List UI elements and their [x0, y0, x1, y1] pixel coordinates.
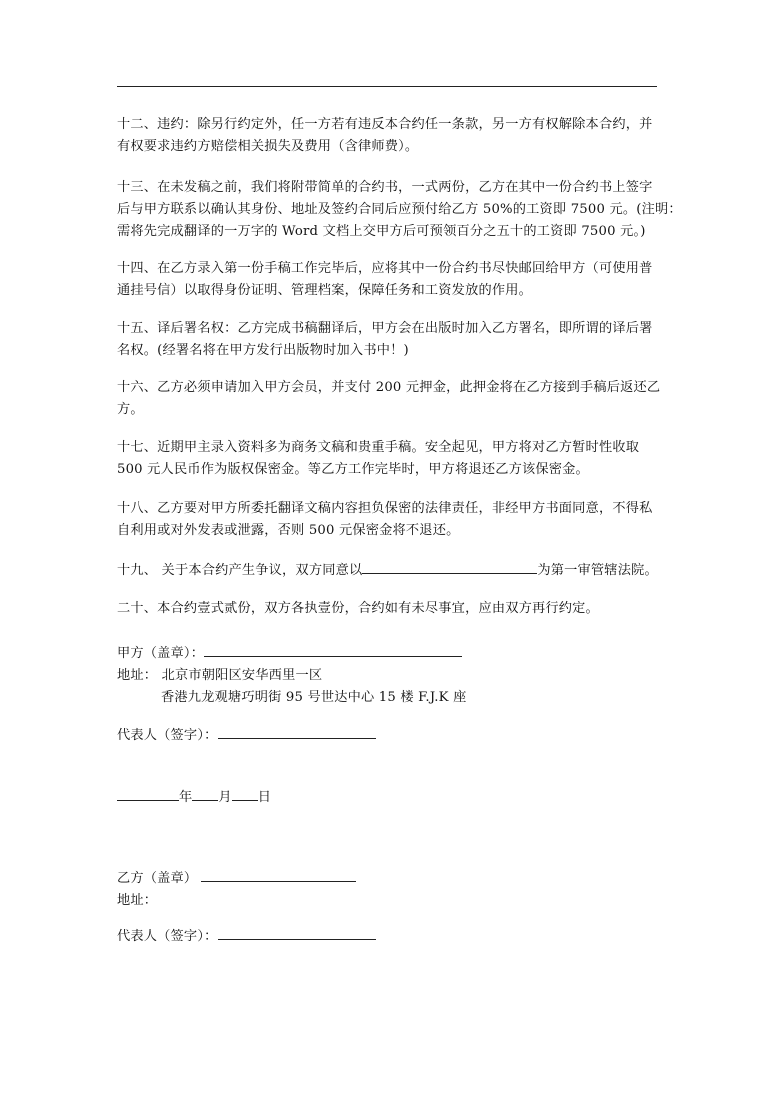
- clause-15-line-2: 名权。(经署名将在甲方发行出版物时加入书中！): [117, 343, 409, 358]
- party-a-address-line-1: 北京市朝阳区安华西里一区: [161, 668, 323, 683]
- party-a-address-line-2: 香港九龙观塘巧明街 95 号世达中心 15 楼 F.J.K 座: [161, 690, 467, 705]
- clause-17: [117, 437, 662, 481]
- clause-20: [117, 598, 662, 620]
- clause-12-line-2: 有权要求违约方赔偿相关损失及费用（含律师费）。: [117, 139, 419, 154]
- clause-19: [117, 560, 662, 582]
- party-b-rep-blank[interactable]: [218, 926, 376, 940]
- date-line: [117, 787, 662, 809]
- month-blank[interactable]: [192, 787, 218, 801]
- party-b-seal-blank[interactable]: [201, 868, 356, 882]
- clause-13-line-3: 需将先完成翻译的一万字的 Word 文档上交甲方后可预领百分之五十的工资即 7500 元。): [117, 224, 646, 239]
- party-b-rep: [117, 926, 662, 948]
- clause-16-line-2: 方。: [117, 402, 144, 417]
- court-blank[interactable]: [362, 560, 537, 574]
- header-rule: [117, 86, 657, 87]
- clause-14: [117, 258, 662, 302]
- clause-13-line-1: 十三、在未发稿之前，我们将附带简单的合约书，一式两份，乙方在其中一份合约书上签字: [117, 180, 653, 195]
- clause-18: [117, 498, 662, 542]
- clause-20-line: 二十、本合约壹式贰份，双方各执壹份，合约如有未尽事宜，应由双方再行约定。: [117, 601, 599, 616]
- clause-17-line-2: 500 元人民币作为版权保密金。等乙方工作完毕时，甲方将退还乙方该保密金。: [117, 462, 589, 477]
- month-label: 月: [218, 790, 232, 805]
- clause-18-line-2: 自利用或对外发表或泄露，否则 500 元保密金将不退还。: [117, 523, 460, 538]
- party-a-label: 甲方（盖章）：: [117, 646, 205, 661]
- clause-15-line-1: 十五、译后署名权：乙方完成书稿翻译后，甲方会在出版时加入乙方署名，即所谓的译后署: [117, 321, 653, 336]
- party-a-rep: [117, 725, 662, 747]
- day-blank[interactable]: [232, 787, 258, 801]
- party-a-rep-label: 代表人（签字）：: [117, 728, 218, 743]
- clause-13: [117, 177, 682, 243]
- clause-13-line-2: 后与甲方联系以确认其身份、地址及签约合同后应预付给乙方 50%的工资即 7500 元。(注明：: [117, 202, 682, 217]
- clause-15: [117, 318, 662, 362]
- year-blank[interactable]: [117, 787, 179, 801]
- clause-19-text: 十九、 关于本合约产生争议，双方同意以: [117, 563, 363, 578]
- clause-16-line-1: 十六、乙方必须申请加入甲方会员，并支付 200 元押金，此押金将在乙方接到手稿后返还乙: [117, 380, 661, 395]
- clause-14-line-1: 十四、在乙方录入第一份手稿工作完毕后，应将其中一份合约书尽快邮回给甲方（可使用普: [117, 261, 653, 276]
- party-a-block: [117, 643, 662, 709]
- year-label: 年: [179, 790, 193, 805]
- clause-14-line-2: 通挂号信）以取得身份证明、管理档案，保障任务和工资发放的作用。: [117, 283, 533, 298]
- party-b-rep-label: 代表人（签字）：: [117, 929, 218, 944]
- clause-12: [117, 114, 662, 158]
- party-a-seal-blank[interactable]: [204, 643, 462, 657]
- clause-18-line-1: 十八、乙方要对甲方所委托翻译文稿内容担负保密的法律责任，非经甲方书面同意，不得私: [117, 501, 653, 516]
- party-a-rep-blank[interactable]: [218, 725, 376, 739]
- clause-16: [117, 377, 662, 421]
- clause-19-text-end: 为第一审管辖法院。: [537, 563, 658, 578]
- party-b-label: 乙方（盖章）: [117, 871, 198, 886]
- party-b-block: [117, 868, 662, 912]
- party-a-address-label: 地址：: [117, 668, 158, 683]
- clause-12-line-1: 十二、违约：除另行约定外，任一方若有违反本合约任一条款，另一方有权解除本合约，并: [117, 117, 653, 132]
- clause-17-line-1: 十七、近期甲主录入资料多为商务文稿和贵重手稿。安全起见，甲方将对乙方暂时性收取: [117, 440, 640, 455]
- party-b-address-label: 地址：: [117, 893, 158, 908]
- day-label: 日: [257, 790, 272, 805]
